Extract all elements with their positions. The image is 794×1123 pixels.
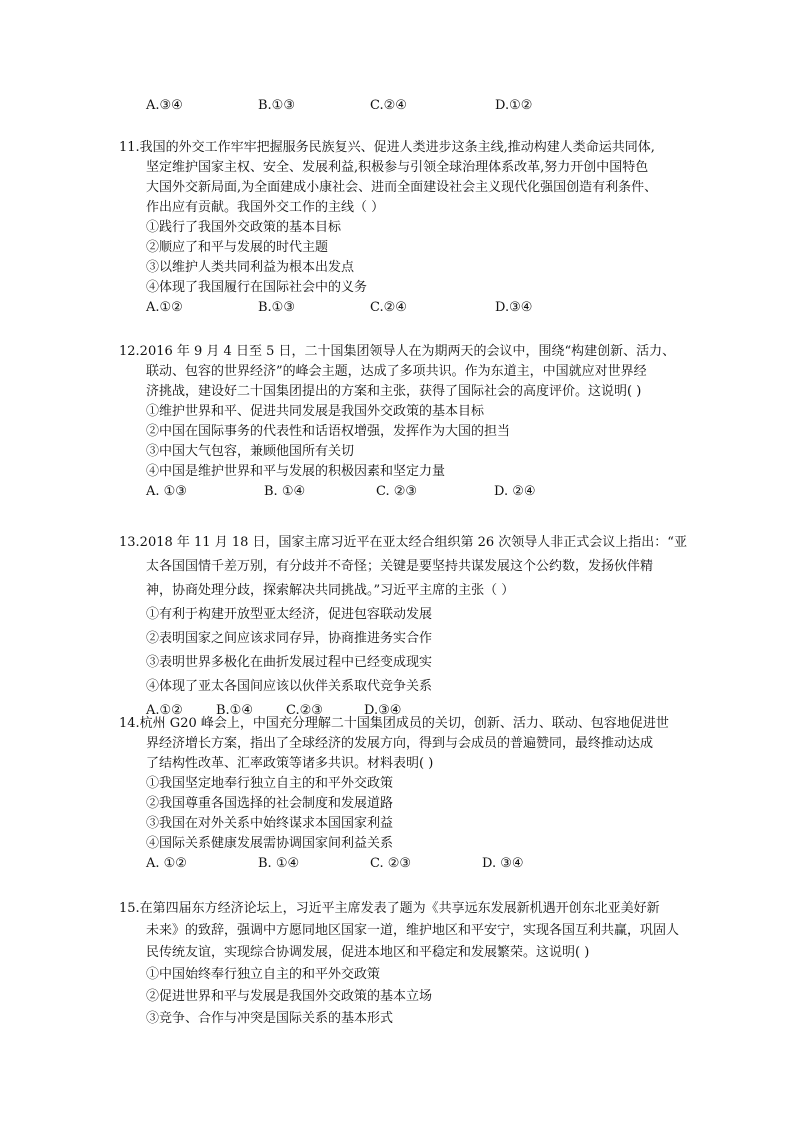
- question-stem-line: 了结构性改革、汇率政策等诸多共识。材料表明( ): [146, 756, 434, 771]
- statement-item: ③竞争、合作与冲突是国际关系的基本形式: [146, 1011, 394, 1026]
- question-11: [119, 138, 709, 318]
- answer-options: [119, 482, 709, 502]
- statement-item: ①中国始终奉行独立自主的和平外交政策: [146, 967, 381, 982]
- option-b: B. ①④: [264, 484, 306, 499]
- question-stem-line: 神，协商处理分歧，探索解决共同挑战。”习近平主席的主张（ ）: [146, 583, 515, 598]
- option-a: A. ①③: [146, 484, 187, 499]
- option-d: D. ③④: [482, 856, 524, 871]
- question-stem-line: 大国外交新局面,为全面建成小康社会、进而全面建设社会主义现代化强国创造有利条件、: [146, 180, 658, 195]
- question-stem-line: 坚定维护国家主权、安全、发展利益,积极参与引领全球治理体系改革,努力开创中国特色: [146, 160, 649, 175]
- question-stem-line: 13.2018 年 11 月 18 日，国家主席习近平在亚太经合组织第 26 次领导人非正式会议上指出：“亚: [119, 535, 687, 550]
- statement-item: ④国际关系健康发展需协调国家间利益关系: [146, 836, 394, 851]
- statement-item: ②顺应了和平与发展的时代主题: [146, 240, 329, 255]
- question-13: [119, 531, 709, 723]
- question-stem-line: 未来》的致辞，强调中方愿同地区国家一道，维护地区和平安宁，实现各国互利共赢，巩固人: [146, 923, 680, 938]
- answer-options: [119, 854, 709, 874]
- question-stem-line: 15.在第四届东方经济论坛上，习近平主席发表了题为《共享远东发展新机遇开创东北亚美好新: [119, 901, 660, 916]
- option-d: D.③④: [495, 300, 533, 315]
- statement-item: ②促进世界和平与发展是我国外交政策的基本立场: [146, 989, 433, 1004]
- statement-item: ③表明世界多极化在曲折发展过程中已经变成现实: [146, 655, 433, 670]
- option-d: D.①②: [495, 98, 533, 113]
- option-b: B.①③: [258, 300, 295, 315]
- statement-item: ③以维护人类共同利益为根本出发点: [146, 260, 355, 275]
- answer-options: [119, 298, 709, 318]
- option-a: A.①②: [146, 300, 183, 315]
- statement-item: ①有利于构建开放型亚太经济，促进包容联动发展: [146, 607, 433, 622]
- option-c: C.②④: [370, 300, 407, 315]
- statement-item: ①践行了我国外交政策的基本目标: [146, 220, 342, 235]
- option-b: B.①④: [216, 703, 253, 718]
- option-a: A.③④: [146, 98, 183, 113]
- statement-item: ②表明国家之间应该求同存异，协商推进务实合作: [146, 631, 433, 646]
- option-b: B. ①④: [258, 856, 300, 871]
- statement-item: ①我国坚定地奉行独立自主的和平外交政策: [146, 776, 394, 791]
- question-stem-line: 作出应有贡献。我国外交工作的主线（ ）: [146, 200, 385, 215]
- statement-item: ④中国是维护世界和平与发展的积极因素和坚定力量: [146, 464, 446, 479]
- question-14: [119, 714, 709, 874]
- option-a: A. ①②: [146, 856, 187, 871]
- option-c: C. ②③: [376, 484, 418, 499]
- option-d: D. ②④: [494, 484, 536, 499]
- statement-item: ②中国在国际事务的代表性和话语权增强，发挥作为大国的担当: [146, 424, 511, 439]
- statement-item: ④体现了我国履行在国际社会中的义务: [146, 280, 368, 295]
- option-d: D.③④: [364, 703, 402, 718]
- question-10-options: [146, 96, 532, 116]
- question-stem-line: 联动、包容的世界经济”的峰会主题，达成了多项共识。作为东道主，中国就应对世界经: [146, 364, 647, 379]
- question-stem-line: 12.2016 年 9 月 4 日至 5 日，二十国集团领导人在为期两天的会议中，围绕“构建创新、活力、: [119, 344, 676, 359]
- question-stem-line: 界经济增长方案，指出了全球经济的发展方向，得到与会成员的普遍赞同，最终推动达成: [146, 736, 654, 751]
- statement-item: ①维护世界和平、促进共同发展是我国外交政策的基本目标: [146, 404, 485, 419]
- question-stem-line: 14.杭州 G20 峰会上，中国充分理解二十国集团成员的关切，创新、活力、联动、包容地促进世: [119, 716, 669, 731]
- question-stem-line: 民传统友谊，实现综合协调发展，促进本地区和平稳定和发展繁荣。这说明( ): [146, 945, 590, 960]
- option-c: C.②④: [370, 98, 407, 113]
- statement-item: ③中国大气包容，兼顾他国所有关切: [146, 444, 355, 459]
- option-b: B.①③: [258, 98, 295, 113]
- question-stem-line: 太各国国情千差万别，有分歧并不奇怪；关键是要坚持共谋发展这个公约数，发扬伙伴精: [146, 559, 654, 574]
- question-stem-line: 济挑战，建设好二十国集团提出的方案和主张，获得了国际社会的高度评价。这说明( ): [146, 384, 642, 399]
- question-15: [119, 898, 709, 1030]
- statement-item: ②我国尊重各国选择的社会制度和发展道路: [146, 796, 394, 811]
- statement-item: ③我国在对外关系中始终谋求本国国家利益: [146, 816, 394, 831]
- option-a: A.①②: [146, 703, 183, 718]
- statement-item: ④体现了亚太各国间应该以伙伴关系取代竞争关系: [146, 679, 433, 694]
- question-12: [119, 342, 709, 502]
- option-c: C.②③: [286, 703, 323, 718]
- option-c: C. ②③: [370, 856, 412, 871]
- question-stem-line: 11.我国的外交工作牢牢把握服务民族复兴、促进人类进步这条主线,推动构建人类命运共同体,: [119, 140, 655, 155]
